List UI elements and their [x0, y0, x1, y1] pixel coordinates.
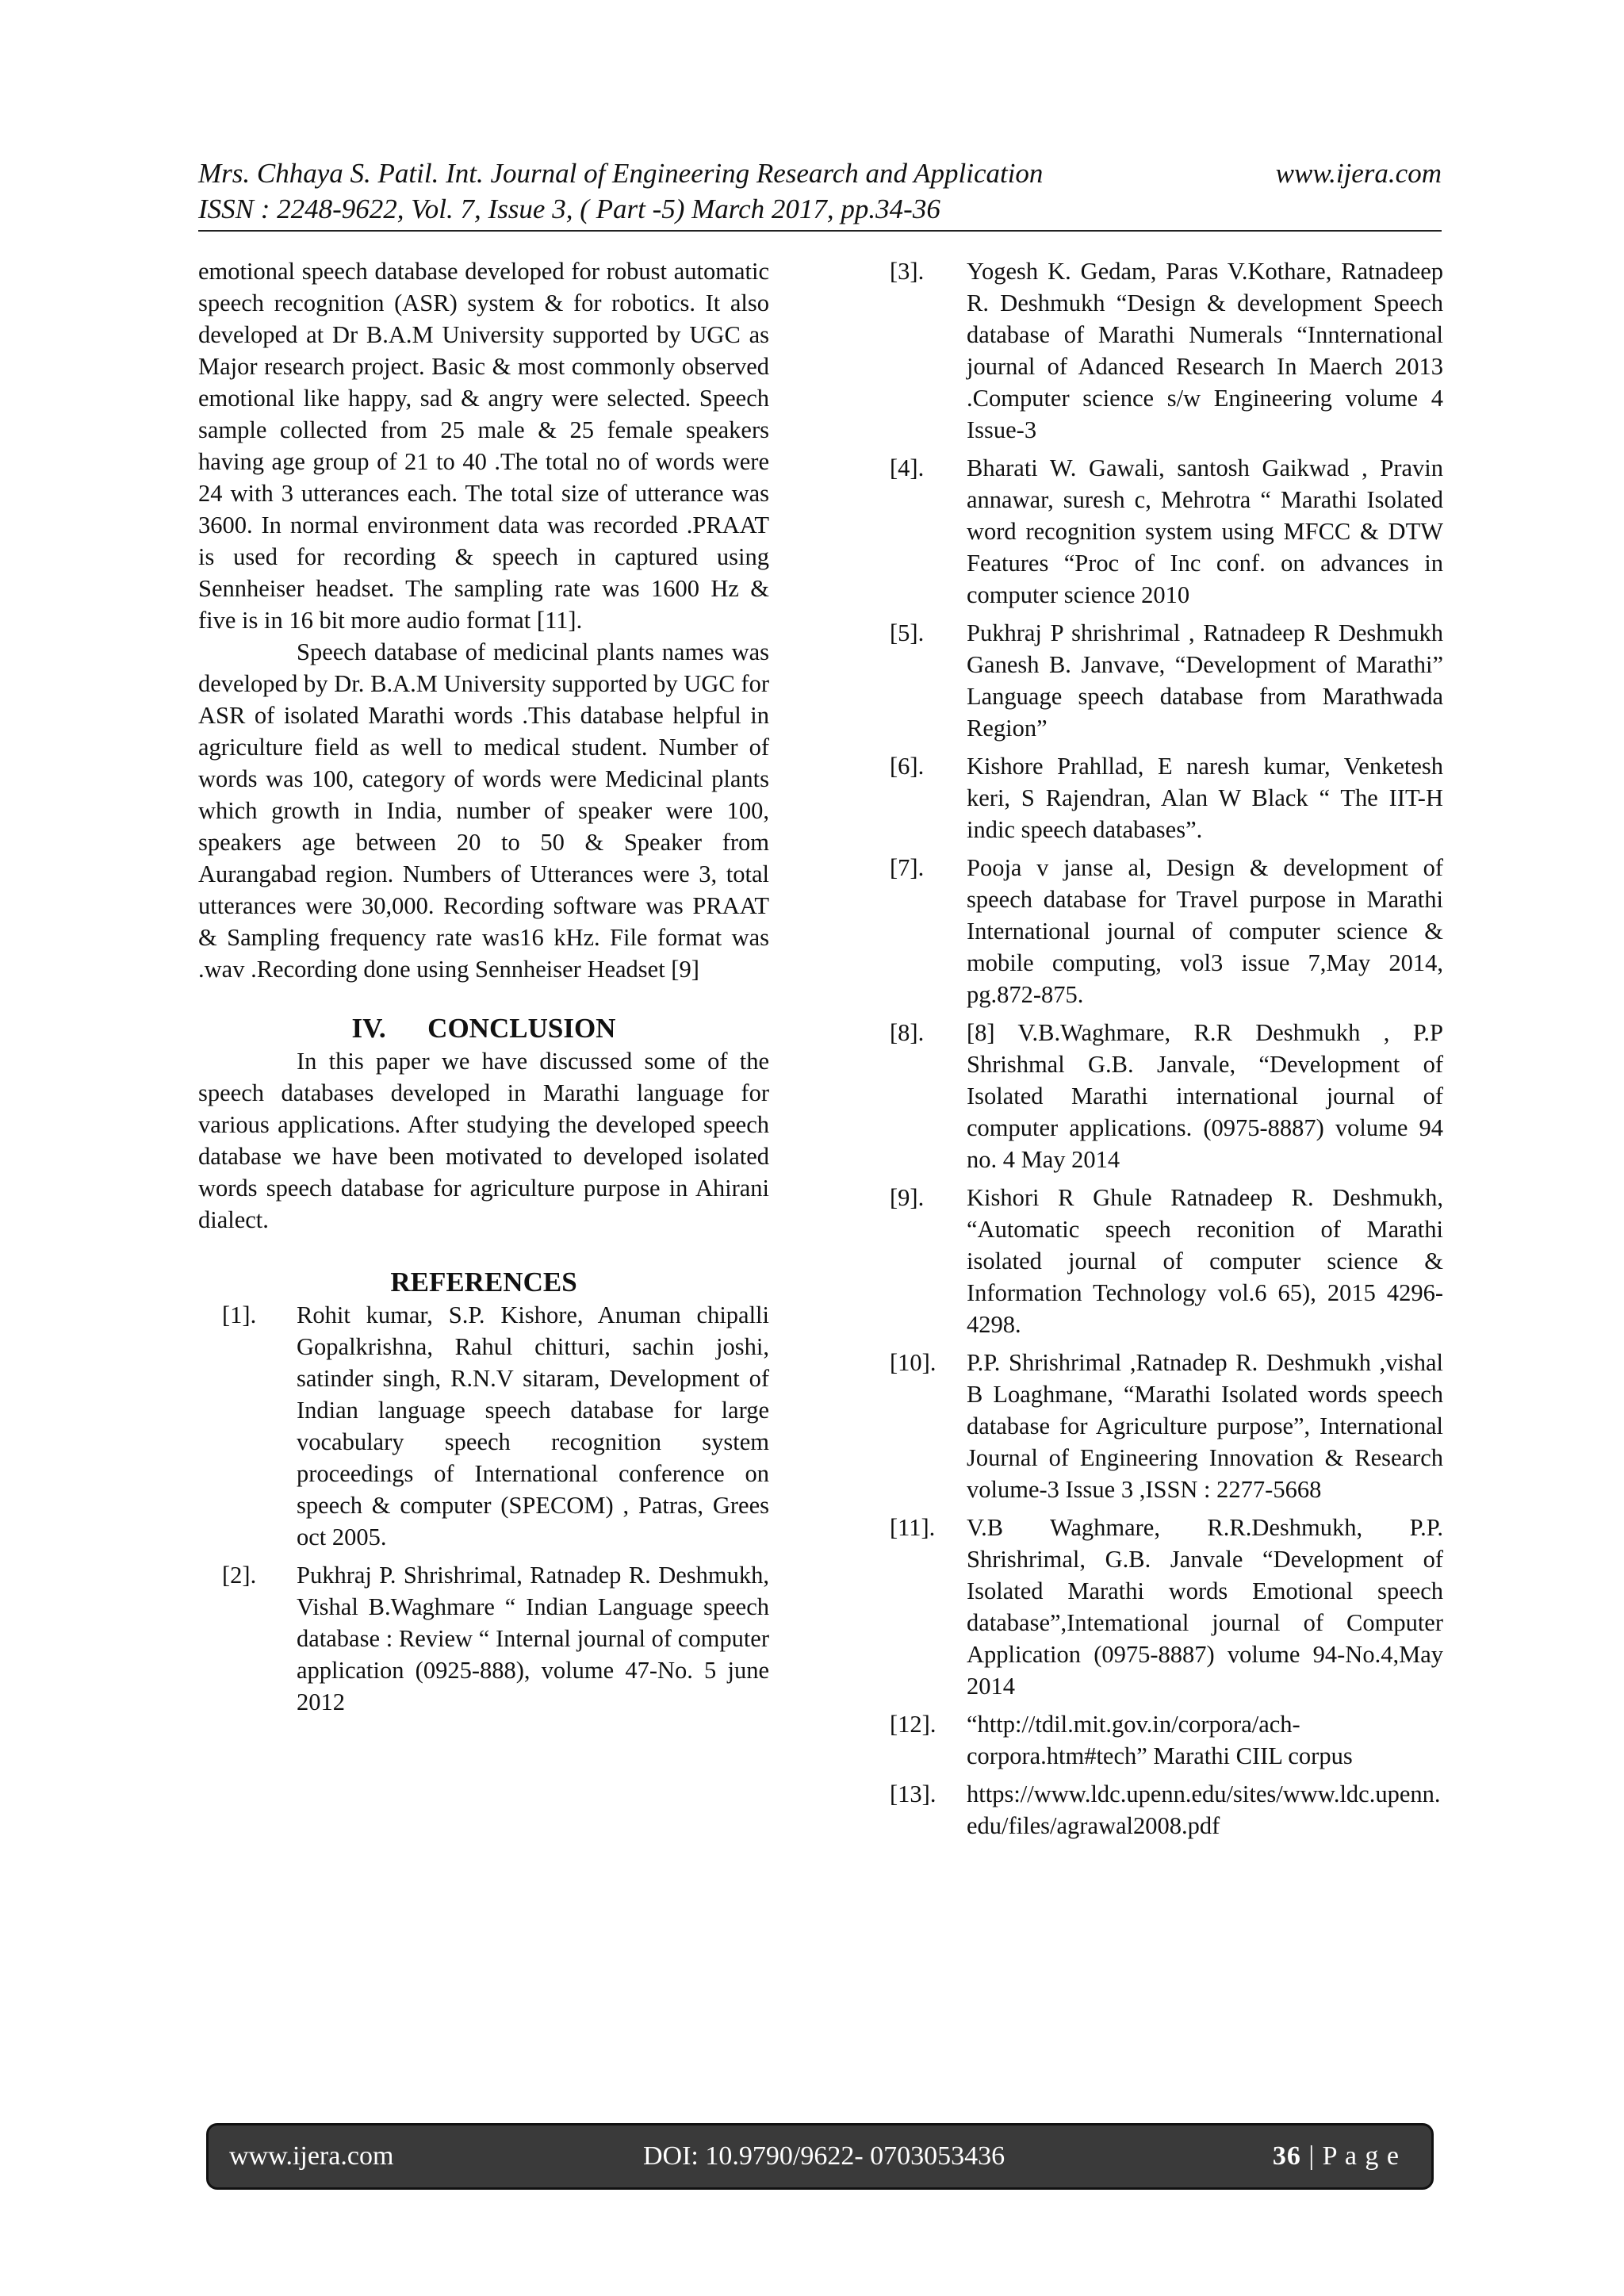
- reference-item: [890, 617, 1443, 744]
- running-header: [198, 155, 1442, 232]
- reference-text: Pukhraj P shrishrimal , Ratnadeep R Deshmukh Ganesh B. Janvave, “Development of Marathi” Language speech database from Marathwada Region”: [967, 619, 1443, 742]
- reference-text: Yogesh K. Gedam, Paras V.Kothare, Ratnadeep R. Deshmukh “Design & development Speech database of Marathi Numerals “Innternational journal of Adanced Research In Maerch 2013 .Computer science s/w Engineering volume 4 Issue-3: [967, 258, 1443, 443]
- reference-item: [198, 1299, 769, 1553]
- reference-text: Rohit kumar, S.P. Kishore, Anuman chipalli Gopalkrishna, Rahul chitturi, sachin joshi, satinder singh, R.N.V sitaram, Development of Indian language speech database for large vocabulary speech recognition system proceedings of International conference on speech & computer (SPECOM) , Patras, Grees oct 2005.: [297, 1301, 769, 1550]
- page-footer: [206, 2123, 1434, 2190]
- footer-page-info: [1273, 2141, 1400, 2171]
- reference-item: [890, 452, 1443, 611]
- reference-text: [8] V.B.Waghmare, R.R Deshmukh , P.P Shrishmal G.B. Janvale, “Development of Isolated Marathi international journal of computer applications. (0975-8887) volume 94 no. 4 May 2014: [967, 1019, 1443, 1173]
- reference-item: [890, 852, 1443, 1010]
- footer-doi: DOI: 10.9790/9622- 0703053436: [643, 2141, 1005, 2171]
- reference-text: P.P. Shrishrimal ,Ratnadep R. Deshmukh ,vishal B Loaghmane, “Marathi Isolated words speech database for Agriculture purpose”, International Journal of Engineering Innovation & Research volume-3 Issue 3 ,ISSN : 2277-5668: [967, 1349, 1443, 1503]
- reference-item: [890, 1708, 1443, 1772]
- reference-number: [10].: [890, 1349, 936, 1376]
- reference-number: [11].: [890, 1514, 936, 1541]
- reference-item: [890, 1512, 1443, 1702]
- reference-item: [890, 255, 1443, 446]
- reference-number: [4].: [890, 454, 925, 481]
- reference-text: Kishori R Ghule Ratnadeep R. Deshmukh, “Automatic speech reconition of Marathi isolated journal of computer science & Information Technology vol.6 65), 2015 4296-4298.: [967, 1184, 1443, 1338]
- reference-number: [5].: [890, 619, 925, 646]
- right-column: [890, 255, 1443, 1848]
- reference-number: [6].: [890, 753, 925, 780]
- reference-text: V.B Waghmare, R.R.Deshmukh, P.P. Shrishrimal, G.B. Janvale “Development of Isolated Marathi words Emotional speech database”,Intemational journal of Computer Application (0975-8887) volume 94-No.4,May 2014: [967, 1514, 1443, 1700]
- references-heading: REFERENCES: [390, 1267, 577, 1297]
- reference-item: [890, 1347, 1443, 1505]
- reference-number: [12].: [890, 1711, 936, 1738]
- reference-text: Bharati W. Gawali, santosh Gaikwad , Pravin annawar, suresh c, Mehrotra “ Marathi Isolated word recognition system using MFCC & DTW Features “Proc of Inc conf. on advances in computer science 2010: [967, 454, 1443, 608]
- reference-number: [8].: [890, 1019, 925, 1046]
- reference-number: [3].: [890, 258, 925, 285]
- body-paragraph: emotional speech database developed for robust automatic speech recognition (ASR) system & for robotics. It also developed at Dr B.A.M University supported by UGC as Major research project. Basic & most commonly observed emotional like happy, sad & angry were selected. Speech sample collected from 25 male & 25 female speakers having age group of 21 to 40 .The total no of words were 24 with 3 utterances each. The total size of utterance was 3600. In normal environment data was recorded .PRAAT is used for recording & speech in captured using Sennheiser headset. The sampling rate was 1600 Hz & five is in 16 bit more audio format [11].: [198, 258, 769, 634]
- left-column: [198, 255, 769, 1724]
- footer-website: www.ijera.com: [229, 2141, 394, 2171]
- reference-item: [890, 750, 1443, 845]
- reference-text: Pooja v janse al, Design & development of speech database for Travel purpose in Marathi International journal of computer science & mobile computing, vol3 issue 7,May 2014, pg.872-875.: [967, 854, 1443, 1008]
- reference-text: Kishore Prahllad, E naresh kumar, Venketesh keri, S Rajendran, Alan W Black “ The IIT-H indic speech databases”.: [967, 753, 1443, 843]
- reference-number: [13].: [890, 1780, 936, 1807]
- reference-number: [9].: [890, 1184, 925, 1211]
- reference-number: [7].: [890, 854, 925, 881]
- reference-text: “http://tdil.mit.gov.in/corpora/ach-corpora.htm#tech” Marathi CIIL corpus: [967, 1711, 1353, 1769]
- body-paragraph: Speech database of medicinal plants names was developed by Dr. B.A.M University supported by UGC for ASR of isolated Marathi words .This database helpful in agriculture field as well to medical student. Number of words was 100, category of words were Medicinal plants which growth in India, number of speaker were 100, speakers age between 20 to 50 & Speaker from Aurangabad region. Numbers of Utterances were 3, total utterances were 30,000. Recording software was PRAAT & Sampling frequency rate was16 kHz. File format was .wav .Recording done using Sennheiser Headset [9]: [198, 638, 769, 983]
- header-website: www.ijera.com: [1275, 158, 1442, 189]
- reference-item: [890, 1778, 1443, 1842]
- reference-text: Pukhraj P. Shrishrimal, Ratnadep R. Deshmukh, Vishal B.Waghmare “ Indian Language speech database : Review “ Internal journal of computer application (0925-888), volume 47-No. 5 june 2012: [297, 1562, 769, 1715]
- reference-list: [198, 1299, 769, 1718]
- page-number: 36: [1272, 2141, 1301, 2171]
- header-citation: Mrs. Chhaya S. Patil. Int. Journal of Engineering Research and Application: [198, 158, 1044, 189]
- reference-number: [2].: [222, 1562, 257, 1589]
- conclusion-paragraph: In this paper we have discussed some of the speech databases developed in Marathi language for various applications. After studying the developed speech database we have been motivated to developed isolated words speech database for agriculture purpose in Ahirani dialect.: [198, 1048, 769, 1233]
- reference-item: [890, 1017, 1443, 1175]
- page-label: | P a g e: [1300, 2141, 1400, 2171]
- header-issn: ISSN : 2248-9622, Vol. 7, Issue 3, ( Part -5) March 2017, pp.34-36: [198, 194, 940, 224]
- section-heading-conclusion: IV. CONCLUSION: [351, 1013, 616, 1044]
- reference-number: [1].: [222, 1301, 257, 1328]
- reference-item: [890, 1182, 1443, 1340]
- reference-item: [198, 1559, 769, 1718]
- reference-text: https://www.ldc.upenn.edu/sites/www.ldc.upenn.edu/files/agrawal2008.pdf: [967, 1780, 1441, 1839]
